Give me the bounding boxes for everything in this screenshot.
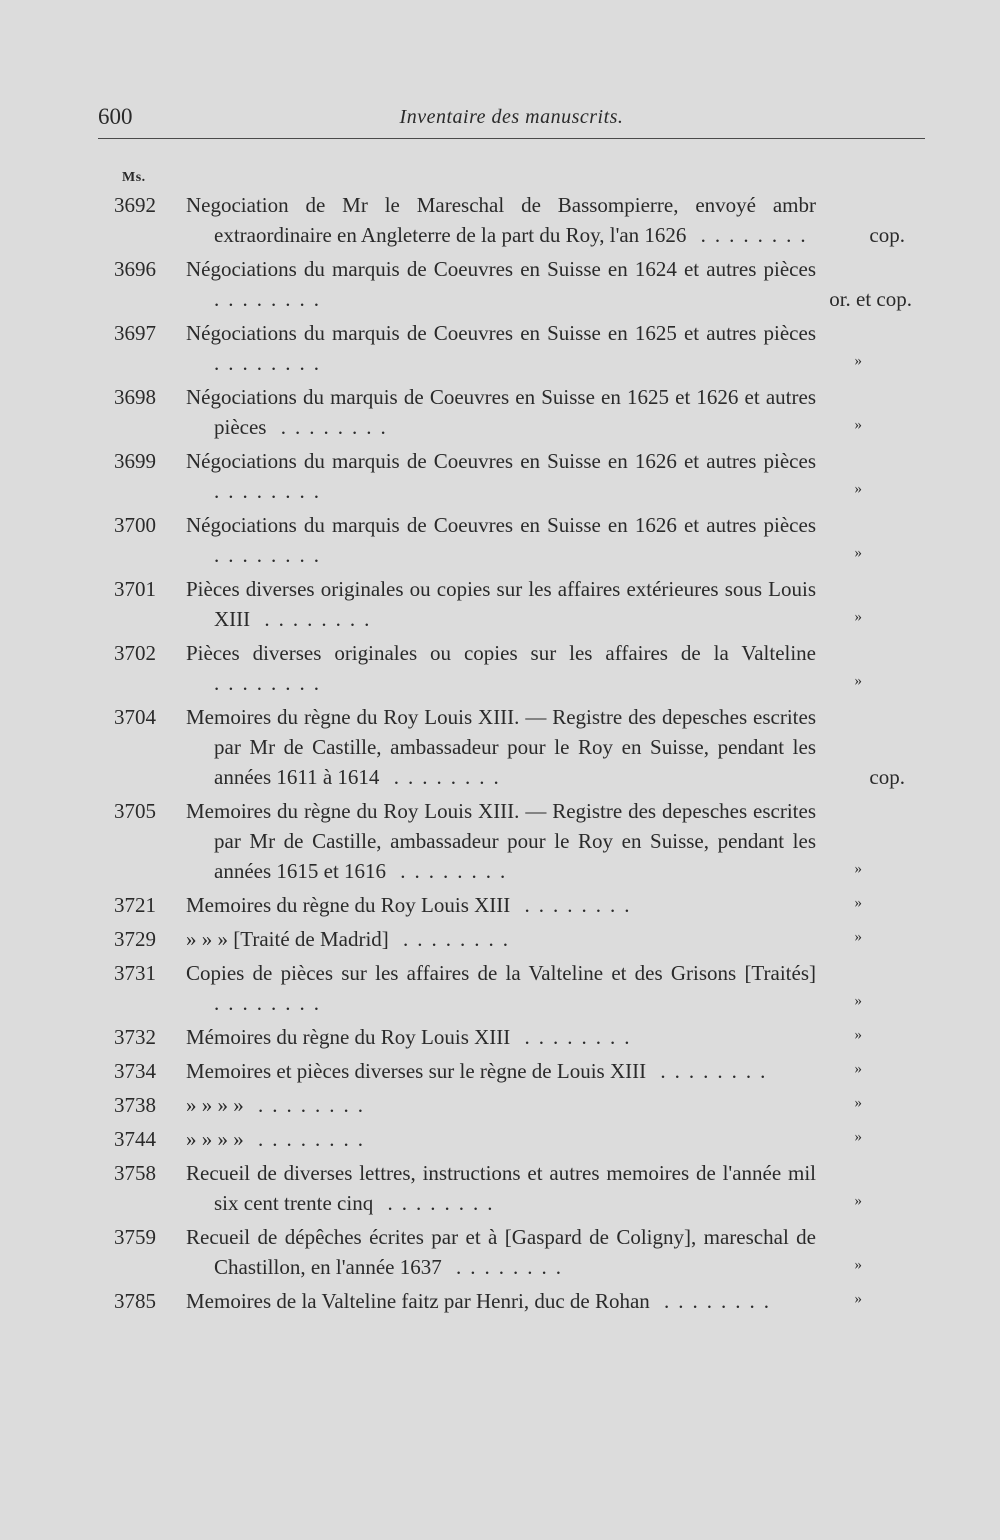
manuscript-entry [0, 702, 1000, 792]
manuscript-title: Mémoires du règne du Roy Louis XIII [186, 1025, 511, 1049]
manuscript-nature: » [854, 993, 862, 1009]
manuscript-description [186, 318, 816, 378]
manuscript-list [0, 190, 1000, 1316]
manuscript-entry [0, 1124, 1000, 1154]
manuscript-number: 3744 [114, 1127, 156, 1151]
manuscript-number: 3698 [114, 385, 156, 409]
leader-dots: ........ [214, 671, 328, 695]
manuscript-nature: » [854, 1291, 862, 1307]
manuscript-title: Memoires du règne du Roy Louis XIII [186, 893, 511, 917]
manuscript-title: Recueil de dépêches écrites par et à [Gaspard de Coligny], mareschal de Chastillon, en l'année 1637 [186, 1225, 816, 1279]
manuscript-number: 3785 [114, 1289, 156, 1313]
manuscript-title: » » » » [186, 1127, 244, 1151]
manuscript-number: 3758 [114, 1161, 156, 1185]
manuscript-entry [0, 1056, 1000, 1086]
manuscript-nature: » [854, 1095, 862, 1111]
leader-dots: ........ [379, 765, 508, 789]
manuscript-description [186, 1022, 816, 1052]
manuscript-number: 3699 [114, 449, 156, 473]
leader-dots: ........ [214, 479, 328, 503]
leader-dots: ........ [386, 859, 515, 883]
manuscript-number: 3701 [114, 577, 156, 601]
manuscript-nature: » [854, 353, 862, 369]
manuscript-entry [0, 254, 1000, 314]
manuscript-number: 3704 [114, 705, 156, 729]
manuscript-number: 3697 [114, 321, 156, 345]
manuscript-title: Pièces diverses originales ou copies sur les affaires de la Valteline [186, 641, 816, 665]
manuscript-description [186, 382, 816, 442]
manuscript-description [186, 1158, 816, 1218]
manuscript-number: 3759 [114, 1225, 156, 1249]
manuscript-nature: » [854, 545, 862, 561]
manuscript-entry [0, 382, 1000, 442]
manuscript-title: Copies de pièces sur les affaires de la Valteline et des Grisons [Traités] [186, 961, 816, 985]
manuscript-entry [0, 924, 1000, 954]
manuscript-nature: » [854, 1257, 862, 1273]
manuscript-description [186, 890, 816, 920]
manuscript-number: 3702 [114, 641, 156, 665]
manuscript-title: Négociations du marquis de Coeuvres en Suisse en 1626 et autres pièces [186, 513, 816, 537]
manuscript-entry [0, 890, 1000, 920]
manuscript-number: 3700 [114, 513, 156, 537]
manuscript-title: Memoires du règne du Roy Louis XIII. — Registre des depesches escrites par Mr de Castille, ambassadeur pour le Roy en Suisse, pendant les années 1611 à 1614 [186, 705, 816, 789]
leader-dots: ........ [250, 607, 379, 631]
manuscript-nature: » [854, 673, 862, 689]
leader-dots: ........ [646, 1059, 775, 1083]
manuscript-entry [0, 1090, 1000, 1120]
page-number: 600 [98, 104, 133, 129]
manuscript-description [186, 254, 816, 314]
manuscript-description [186, 796, 816, 886]
manuscript-entry [0, 958, 1000, 1018]
leader-dots: ........ [243, 1093, 372, 1117]
leader-dots: ........ [214, 543, 328, 567]
manuscript-description [186, 1222, 816, 1282]
manuscript-number: 3734 [114, 1059, 156, 1083]
manuscript-entry [0, 510, 1000, 570]
manuscript-number: 3729 [114, 927, 156, 951]
manuscript-title: » » » » [186, 1093, 244, 1117]
manuscript-number: 3696 [114, 257, 156, 281]
leader-dots: ........ [686, 223, 815, 247]
manuscript-title: Memoires et pièces diverses sur le règne de Louis XIII [186, 1059, 647, 1083]
leader-dots: ........ [373, 1191, 502, 1215]
manuscript-nature: » [854, 929, 862, 945]
manuscript-entry [0, 638, 1000, 698]
manuscript-description [186, 638, 816, 698]
manuscript-nature: » [854, 1129, 862, 1145]
manuscript-title: Memoires de la Valteline faitz par Henri, duc de Rohan [186, 1289, 650, 1313]
manuscript-title: Recueil de diverses lettres, instructions et autres memoires de l'année mil six cent trente cinq [186, 1161, 816, 1215]
manuscript-nature: » [854, 1061, 862, 1077]
column-label: Ms. [122, 170, 146, 185]
leader-dots: ........ [214, 351, 328, 375]
leader-dots: ........ [649, 1289, 779, 1313]
manuscript-title: Négociations du marquis de Coeuvres en Suisse en 1626 et autres pièces [186, 449, 816, 473]
manuscript-nature: » [854, 609, 862, 625]
leader-dots: ........ [214, 287, 328, 311]
manuscript-title: » » » [Traité de Madrid] [186, 927, 389, 951]
leader-dots: ........ [510, 1025, 639, 1049]
leader-dots: ........ [388, 927, 518, 951]
manuscript-number: 3692 [114, 193, 156, 217]
manuscript-description [186, 190, 816, 250]
leader-dots: ........ [510, 893, 639, 917]
manuscript-nature: » [854, 417, 862, 433]
manuscript-number: 3731 [114, 961, 156, 985]
manuscript-title: Négociations du marquis de Coeuvres en Suisse en 1625 et autres pièces [186, 321, 816, 345]
manuscript-entry [0, 1158, 1000, 1218]
page-header [98, 100, 925, 139]
manuscript-title: Pièces diverses originales ou copies sur les affaires extérieures sous Louis XIII [186, 577, 816, 631]
manuscript-nature: cop. [869, 223, 905, 247]
manuscript-description [186, 1056, 816, 1086]
manuscript-title: Negociation de Mr le Mareschal de Bassompierre, envoyé ambr extraordinaire en Angleterre de la part du Roy, l'an 1626 [186, 193, 816, 247]
manuscript-nature: cop. [869, 765, 905, 789]
manuscript-description [186, 1124, 816, 1154]
manuscript-entry [0, 190, 1000, 250]
manuscript-description [186, 446, 816, 506]
manuscript-title: Négociations du marquis de Coeuvres en Suisse en 1624 et autres pièces [186, 257, 816, 281]
manuscript-entry [0, 796, 1000, 886]
manuscript-nature: » [854, 895, 862, 911]
manuscript-description [186, 1286, 816, 1316]
manuscript-entry [0, 1222, 1000, 1282]
manuscript-entry [0, 574, 1000, 634]
manuscript-number: 3732 [114, 1025, 156, 1049]
manuscript-entry [0, 1022, 1000, 1052]
manuscript-number: 3738 [114, 1093, 156, 1117]
manuscript-entry [0, 446, 1000, 506]
manuscript-description [186, 924, 816, 954]
manuscript-title: Memoires du règne du Roy Louis XIII. — Registre des depesches escrites par Mr de Castille, ambassadeur pour le Roy en Suisse, pendant les années 1615 et 1616 [186, 799, 816, 883]
manuscript-nature: or. et cop. [829, 287, 912, 311]
manuscript-nature: » [854, 861, 862, 877]
manuscript-description [186, 958, 816, 1018]
manuscript-number: 3721 [114, 893, 156, 917]
leader-dots: ........ [243, 1127, 372, 1151]
leader-dots: ........ [214, 991, 328, 1015]
manuscript-entry [0, 1286, 1000, 1316]
manuscript-description [186, 574, 816, 634]
manuscript-description [186, 702, 816, 792]
manuscript-title: Négociations du marquis de Coeuvres en Suisse en 1625 et 1626 et autres pièces [186, 385, 816, 439]
manuscript-nature: » [854, 1027, 862, 1043]
leader-dots: ........ [266, 415, 395, 439]
manuscript-number: 3705 [114, 799, 156, 823]
manuscript-description [186, 510, 816, 570]
manuscript-entry [0, 318, 1000, 378]
leader-dots: ........ [441, 1255, 570, 1279]
manuscript-nature: » [854, 481, 862, 497]
manuscript-description [186, 1090, 816, 1120]
manuscript-nature: » [854, 1193, 862, 1209]
running-title: Inventaire des manuscrits. [399, 106, 624, 128]
